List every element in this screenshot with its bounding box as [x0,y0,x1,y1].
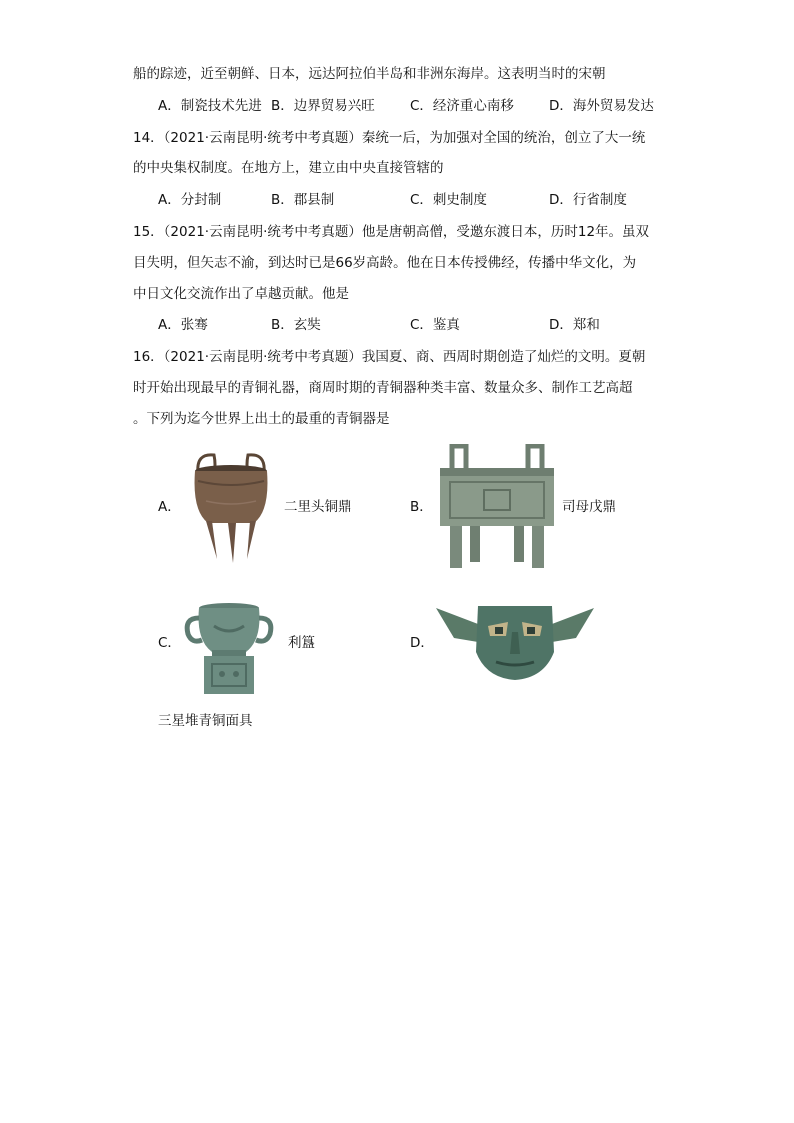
bronze-li-gui-icon[interactable] [182,600,276,696]
q16-option-a-letter[interactable]: A． [158,499,181,515]
q15-option-a[interactable]: A．张骞 [158,317,208,333]
q16-stem-line1: 16．（2021·云南昆明·统考中考真题）我国夏、商、西周时期创造了灿烂的文明。夏朝 [133,349,646,365]
q15-stem-line2: 目失明，但矢志不渝，到达时已是66岁高龄。他在日本传授佛经，传播中华文化，为 [133,255,637,271]
q15-options [158,315,678,335]
q16-option-b-letter[interactable]: B． [410,499,433,515]
q16-option-a-caption: 二里头铜鼎 [284,499,352,515]
q16-option-b-caption: 司母戊鼎 [562,499,616,515]
q16-option-d-caption: 三星堆青铜面具 [158,713,253,729]
q14-options [158,190,678,210]
q14-option-b[interactable]: B．郡县制 [271,192,335,208]
bronze-square-ding-icon[interactable] [436,444,558,570]
q15-option-c[interactable]: C．鉴真 [410,317,460,333]
q16-option-c-letter[interactable]: C． [158,635,181,651]
q13-option-b[interactable]: B．边界贸易兴旺 [271,98,375,114]
q14-option-c[interactable]: C．刺史制度 [410,192,487,208]
q13-option-d[interactable]: D．海外贸易发达 [549,98,654,114]
bronze-ding-tripod-icon[interactable] [186,451,276,566]
q13-options [158,96,678,116]
q16-stem-line3: 。下列为迄今世界上出土的最重的青铜器是 [133,411,390,427]
q16-option-c-caption: 利簋 [288,635,315,651]
q15-option-b[interactable]: B．玄奘 [271,317,321,333]
q13-stem-tail: 船的踪迹，近至朝鲜、日本，远达阿拉伯半岛和非洲东海岸。这表明当时的宋朝 [133,66,606,82]
q16-stem-line2: 时开始出现最早的青铜礼器，商周时期的青铜器种类丰富、数量众多、制作工艺高超 [133,380,633,396]
bronze-mask-icon[interactable] [434,602,596,682]
q14-stem-line1: 14．（2021·云南昆明·统考中考真题）秦统一后，为加强对全国的统治，创立了大一统 [133,130,646,146]
q14-option-d[interactable]: D．行省制度 [549,192,627,208]
q16-option-d-letter[interactable]: D． [410,635,434,651]
q15-stem-line3: 中日文化交流作出了卓越贡献。他是 [133,286,349,302]
q13-option-c[interactable]: C．经济重心南移 [410,98,514,114]
q15-option-d[interactable]: D．郑和 [549,317,600,333]
q13-option-a[interactable]: A．制瓷技术先进 [158,98,262,114]
q15-stem-line1: 15．（2021·云南昆明·统考中考真题）他是唐朝高僧，受邀东渡日本，历时12年。虽双 [133,224,650,240]
q14-stem-line2: 的中央集权制度。在地方上，建立由中央直接管辖的 [133,160,444,176]
q14-option-a[interactable]: A．分封制 [158,192,222,208]
